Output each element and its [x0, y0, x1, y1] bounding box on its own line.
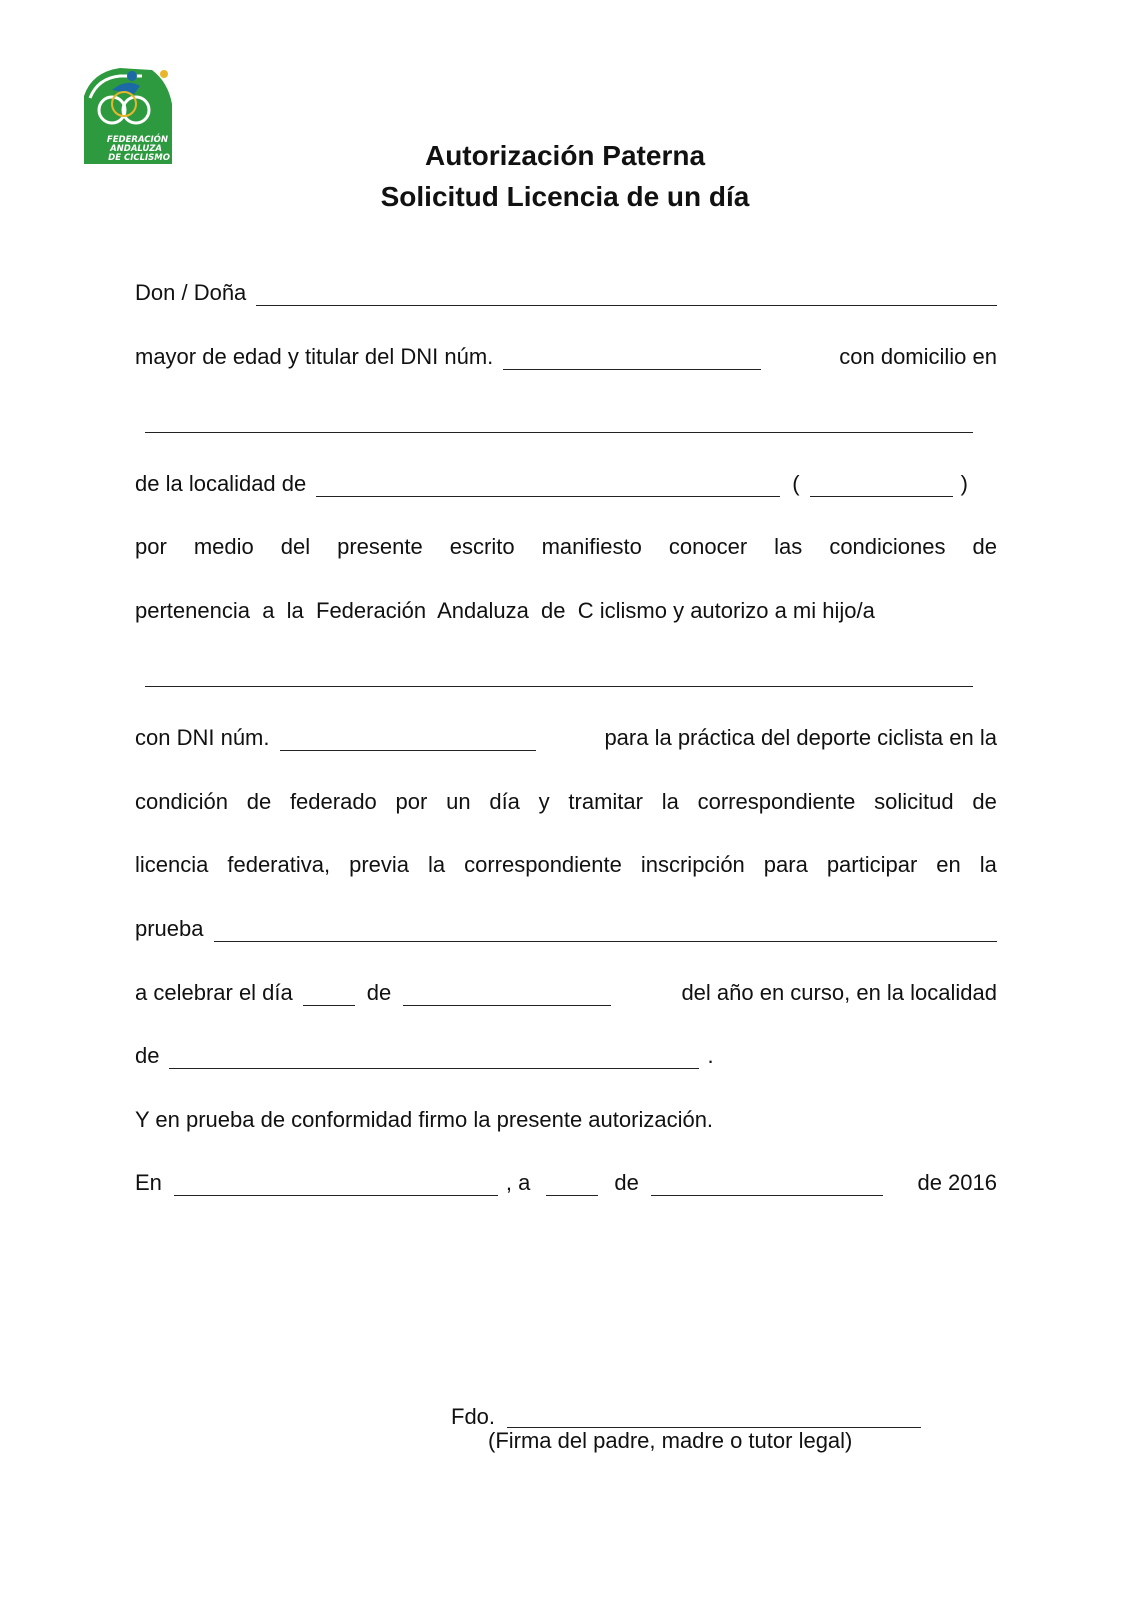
parent-name-field[interactable]	[256, 283, 997, 306]
word: correspondiente	[697, 789, 856, 814]
address-field[interactable]	[145, 410, 973, 433]
signature-line	[451, 1400, 923, 1430]
word: un	[446, 789, 471, 814]
period: .	[707, 1043, 714, 1068]
word: medio	[193, 534, 254, 559]
form-line-text-9	[135, 787, 997, 817]
signature-caption: (Firma del padre, madre o tutor legal)	[488, 1428, 853, 1453]
word: federativa,	[227, 852, 331, 877]
word: licencia	[135, 852, 209, 877]
form-line-address	[135, 405, 997, 435]
province-field[interactable]	[810, 474, 953, 497]
word: manifiesto	[541, 534, 642, 559]
word: del	[280, 534, 311, 559]
en-label: En	[135, 1170, 162, 1195]
practice-text: para la práctica del deporte ciclista en la	[604, 725, 997, 750]
don-dona-label: Don / Doña	[135, 280, 247, 305]
event-locality-field[interactable]	[169, 1046, 699, 1069]
de-label: de	[366, 980, 392, 1005]
word: tramitar	[568, 789, 643, 814]
word: correspondiente	[464, 852, 622, 877]
form-line-text-10	[135, 850, 997, 880]
word: federado	[289, 789, 377, 814]
word: inscripción	[640, 852, 745, 877]
de-label: de	[614, 1170, 639, 1195]
signature-field[interactable]	[507, 1405, 921, 1428]
child-dni-field[interactable]	[280, 728, 536, 751]
sign-day-field[interactable]	[546, 1173, 598, 1196]
prueba-label: prueba	[135, 916, 204, 941]
open-paren: (	[792, 471, 800, 496]
word: de	[972, 534, 997, 559]
logo-text-line3: DE CICLISMO	[108, 153, 170, 163]
de-label: de	[135, 1043, 160, 1068]
form-line-event	[135, 914, 997, 944]
word: condiciones	[829, 534, 946, 559]
sign-month-field[interactable]	[651, 1173, 883, 1196]
celebrar-label: a celebrar el día	[135, 980, 293, 1005]
child-name-field[interactable]	[145, 664, 973, 687]
word: previa	[349, 852, 409, 877]
word: en	[936, 852, 961, 877]
word: por	[135, 534, 167, 559]
word: de	[972, 789, 997, 814]
form-line-conformity: Y en prueba de conformidad firmo la presente autorización.	[135, 1107, 714, 1132]
word: las	[774, 534, 803, 559]
word: y	[538, 789, 550, 814]
event-month-field[interactable]	[403, 983, 611, 1006]
sun-dot	[160, 70, 168, 78]
document-subtitle: Solicitud Licencia de un día	[380, 181, 750, 212]
parent-dni-field[interactable]	[503, 347, 761, 370]
word: escrito	[449, 534, 515, 559]
locality-field[interactable]	[316, 474, 780, 497]
logo-text-line2: ANDALUZA	[110, 144, 162, 154]
word: solicitud	[874, 789, 954, 814]
fdo-label: Fdo.	[451, 1404, 496, 1429]
form-line-place-date	[135, 1168, 997, 1198]
word: conocer	[668, 534, 748, 559]
logo-text-line1: FEDERACIÓN	[106, 135, 168, 145]
form-line-text-5	[135, 532, 997, 562]
form-line-text-6: pertenencia a la Federación Andaluza de C iclismo y autorizo a mi hijo/a	[135, 598, 875, 623]
year-label: de 2016	[917, 1170, 997, 1195]
word: la	[661, 789, 679, 814]
word: para	[763, 852, 808, 877]
word: por	[395, 789, 428, 814]
form-line-event-locality	[135, 1041, 997, 1071]
form-line-event-date	[135, 978, 997, 1008]
word: condición	[135, 789, 228, 814]
word: de	[246, 789, 272, 814]
form-line-child-name	[135, 659, 997, 689]
domicilio-label: con domicilio en	[839, 344, 997, 369]
form-line-dni	[135, 342, 997, 372]
sign-place-field[interactable]	[174, 1173, 498, 1196]
event-name-field[interactable]	[214, 919, 997, 942]
word: la	[427, 852, 446, 877]
form-line-locality	[135, 469, 997, 499]
child-dni-label: con DNI núm.	[135, 725, 270, 750]
word: participar	[826, 852, 918, 877]
document-title: Autorización Paterna	[424, 140, 706, 171]
close-paren: )	[960, 471, 968, 496]
form-line-name	[135, 278, 997, 308]
localidad-label: de la localidad de	[135, 471, 307, 496]
word: la	[979, 852, 997, 877]
word: día	[489, 789, 520, 814]
word: presente	[337, 534, 423, 559]
dni-label: mayor de edad y titular del DNI núm.	[135, 344, 494, 369]
a-label: , a	[505, 1170, 531, 1195]
event-day-field[interactable]	[303, 983, 355, 1006]
year-locality-text: del año en curso, en la localidad	[681, 980, 997, 1005]
form-line-child-dni	[135, 723, 997, 753]
